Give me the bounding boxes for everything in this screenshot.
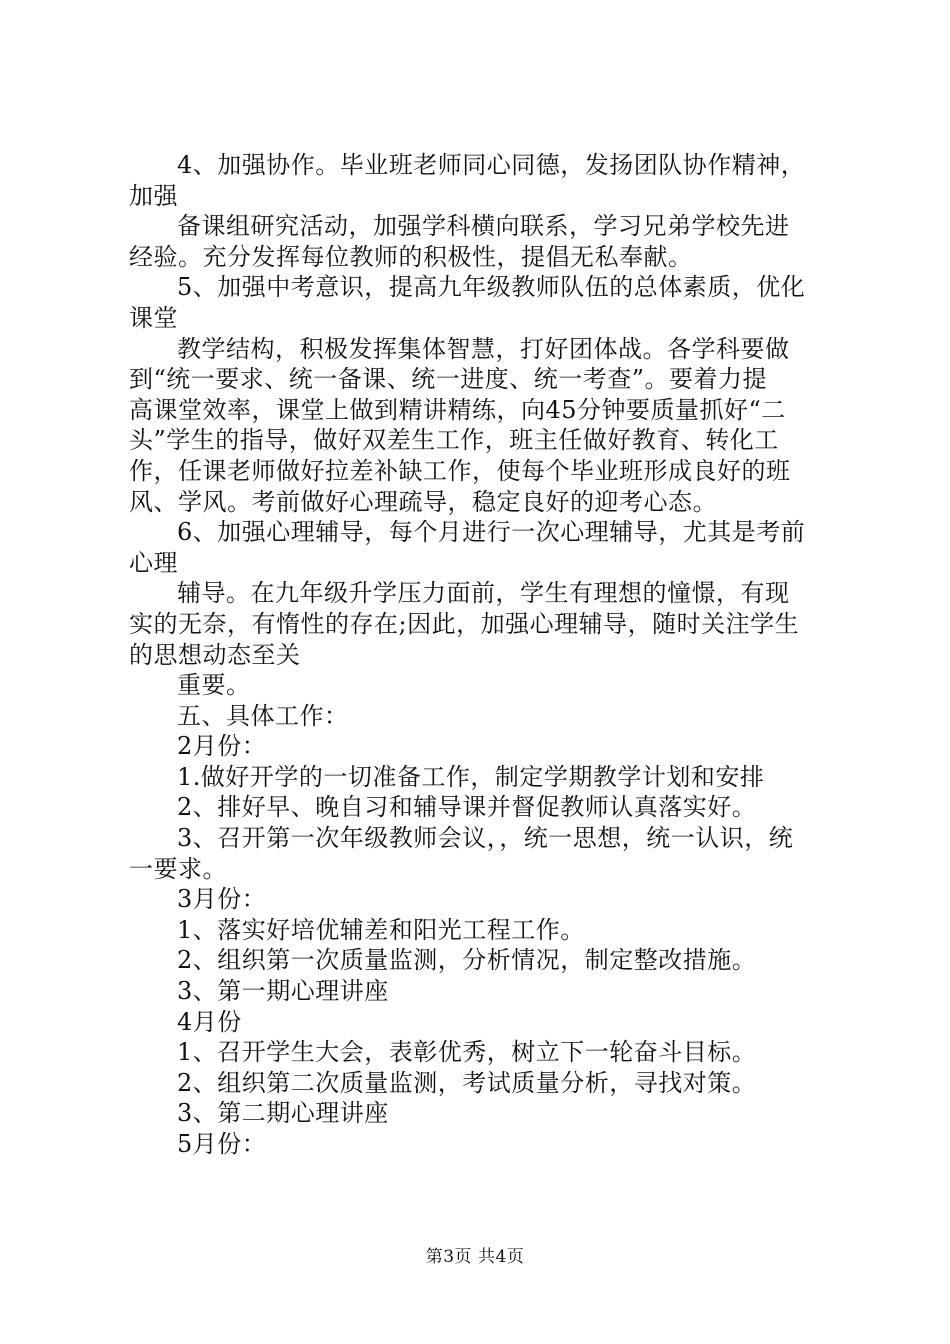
text-line: 重要。	[177, 671, 251, 700]
list-item: 2、排好早、晚自习和辅导课并督促教师认真落实好。	[177, 793, 757, 822]
text-line: 高课堂效率，课堂上做到精讲精练，向45分钟要质量抓好“二	[129, 395, 786, 424]
list-item: 2、组织第一次质量监测，分析情况，制定整改措施。	[177, 946, 757, 975]
list-item: 2、组织第二次质量监测，考试质量分析，寻找对策。	[177, 1068, 757, 1097]
text-line: 辅导。在九年级升学压力面前，学生有理想的憧憬，有现	[177, 579, 790, 608]
text-line: 到“统一要求、统一备课、统一进度、统一考查”。要着力提	[129, 365, 768, 394]
list-item: 1、落实好培优辅差和阳光工程工作。	[177, 915, 585, 944]
text-line: 头”学生的指导，做好双差生工作，班主任做好教育、转化工	[129, 426, 779, 455]
document-body	[129, 150, 829, 1160]
month-heading: 3月份：	[177, 885, 267, 914]
text-line: 的思想动态至关	[129, 640, 301, 669]
text-line: 实的无奈，有惰性的存在;因此，加强心理辅导，随时关注学生	[129, 609, 800, 638]
list-item: 1.做好开学的一切准备工作，制定学期教学计划和安排	[177, 762, 765, 791]
text-line: 经验。充分发挥每位教师的积极性，提倡无私奉献。	[129, 242, 693, 271]
text-line: 教学结构，积极发挥集体智慧，打好团体战。各学科要做	[177, 334, 790, 363]
month-heading: 2月份：	[177, 732, 267, 761]
list-item: 3、第二期心理讲座	[177, 1099, 389, 1128]
month-heading: 5月份：	[177, 1130, 267, 1158]
text-line: 6、加强心理辅导，每个月进行一次心理辅导，尤其是考前	[177, 518, 806, 547]
section-heading: 五、具体工作：	[177, 701, 349, 730]
list-item: 1、召开学生大会，表彰优秀，树立下一轮奋斗目标。	[177, 1038, 757, 1067]
text-line: 作，任课老师做好拉差补缺工作，使每个毕业班形成良好的班	[129, 456, 791, 485]
text-line: 加强	[129, 181, 178, 210]
text-line: 风、学风。考前做好心理疏导，稳定良好的迎考心态。	[129, 487, 717, 516]
text-line: 5、加强中考意识，提高九年级教师队伍的总体素质，优化	[177, 273, 806, 302]
month-heading: 4月份	[177, 1007, 242, 1036]
text-line: 一要求。	[129, 854, 227, 883]
text-line: 心理	[129, 548, 178, 577]
list-item: 3、第一期心理讲座	[177, 977, 389, 1006]
text-line: 4、加强协作。毕业班老师同心同德，发扬团队协作精神，	[177, 151, 806, 179]
page-footer: 第3页 共4页	[425, 1247, 525, 1267]
list-item: 3、召开第一次年级教师会议，，统一思想，统一认识，统	[177, 824, 794, 853]
text-line: 备课组研究活动，加强学科横向联系，学习兄弟学校先进	[177, 212, 790, 241]
text-line: 课堂	[129, 303, 178, 332]
